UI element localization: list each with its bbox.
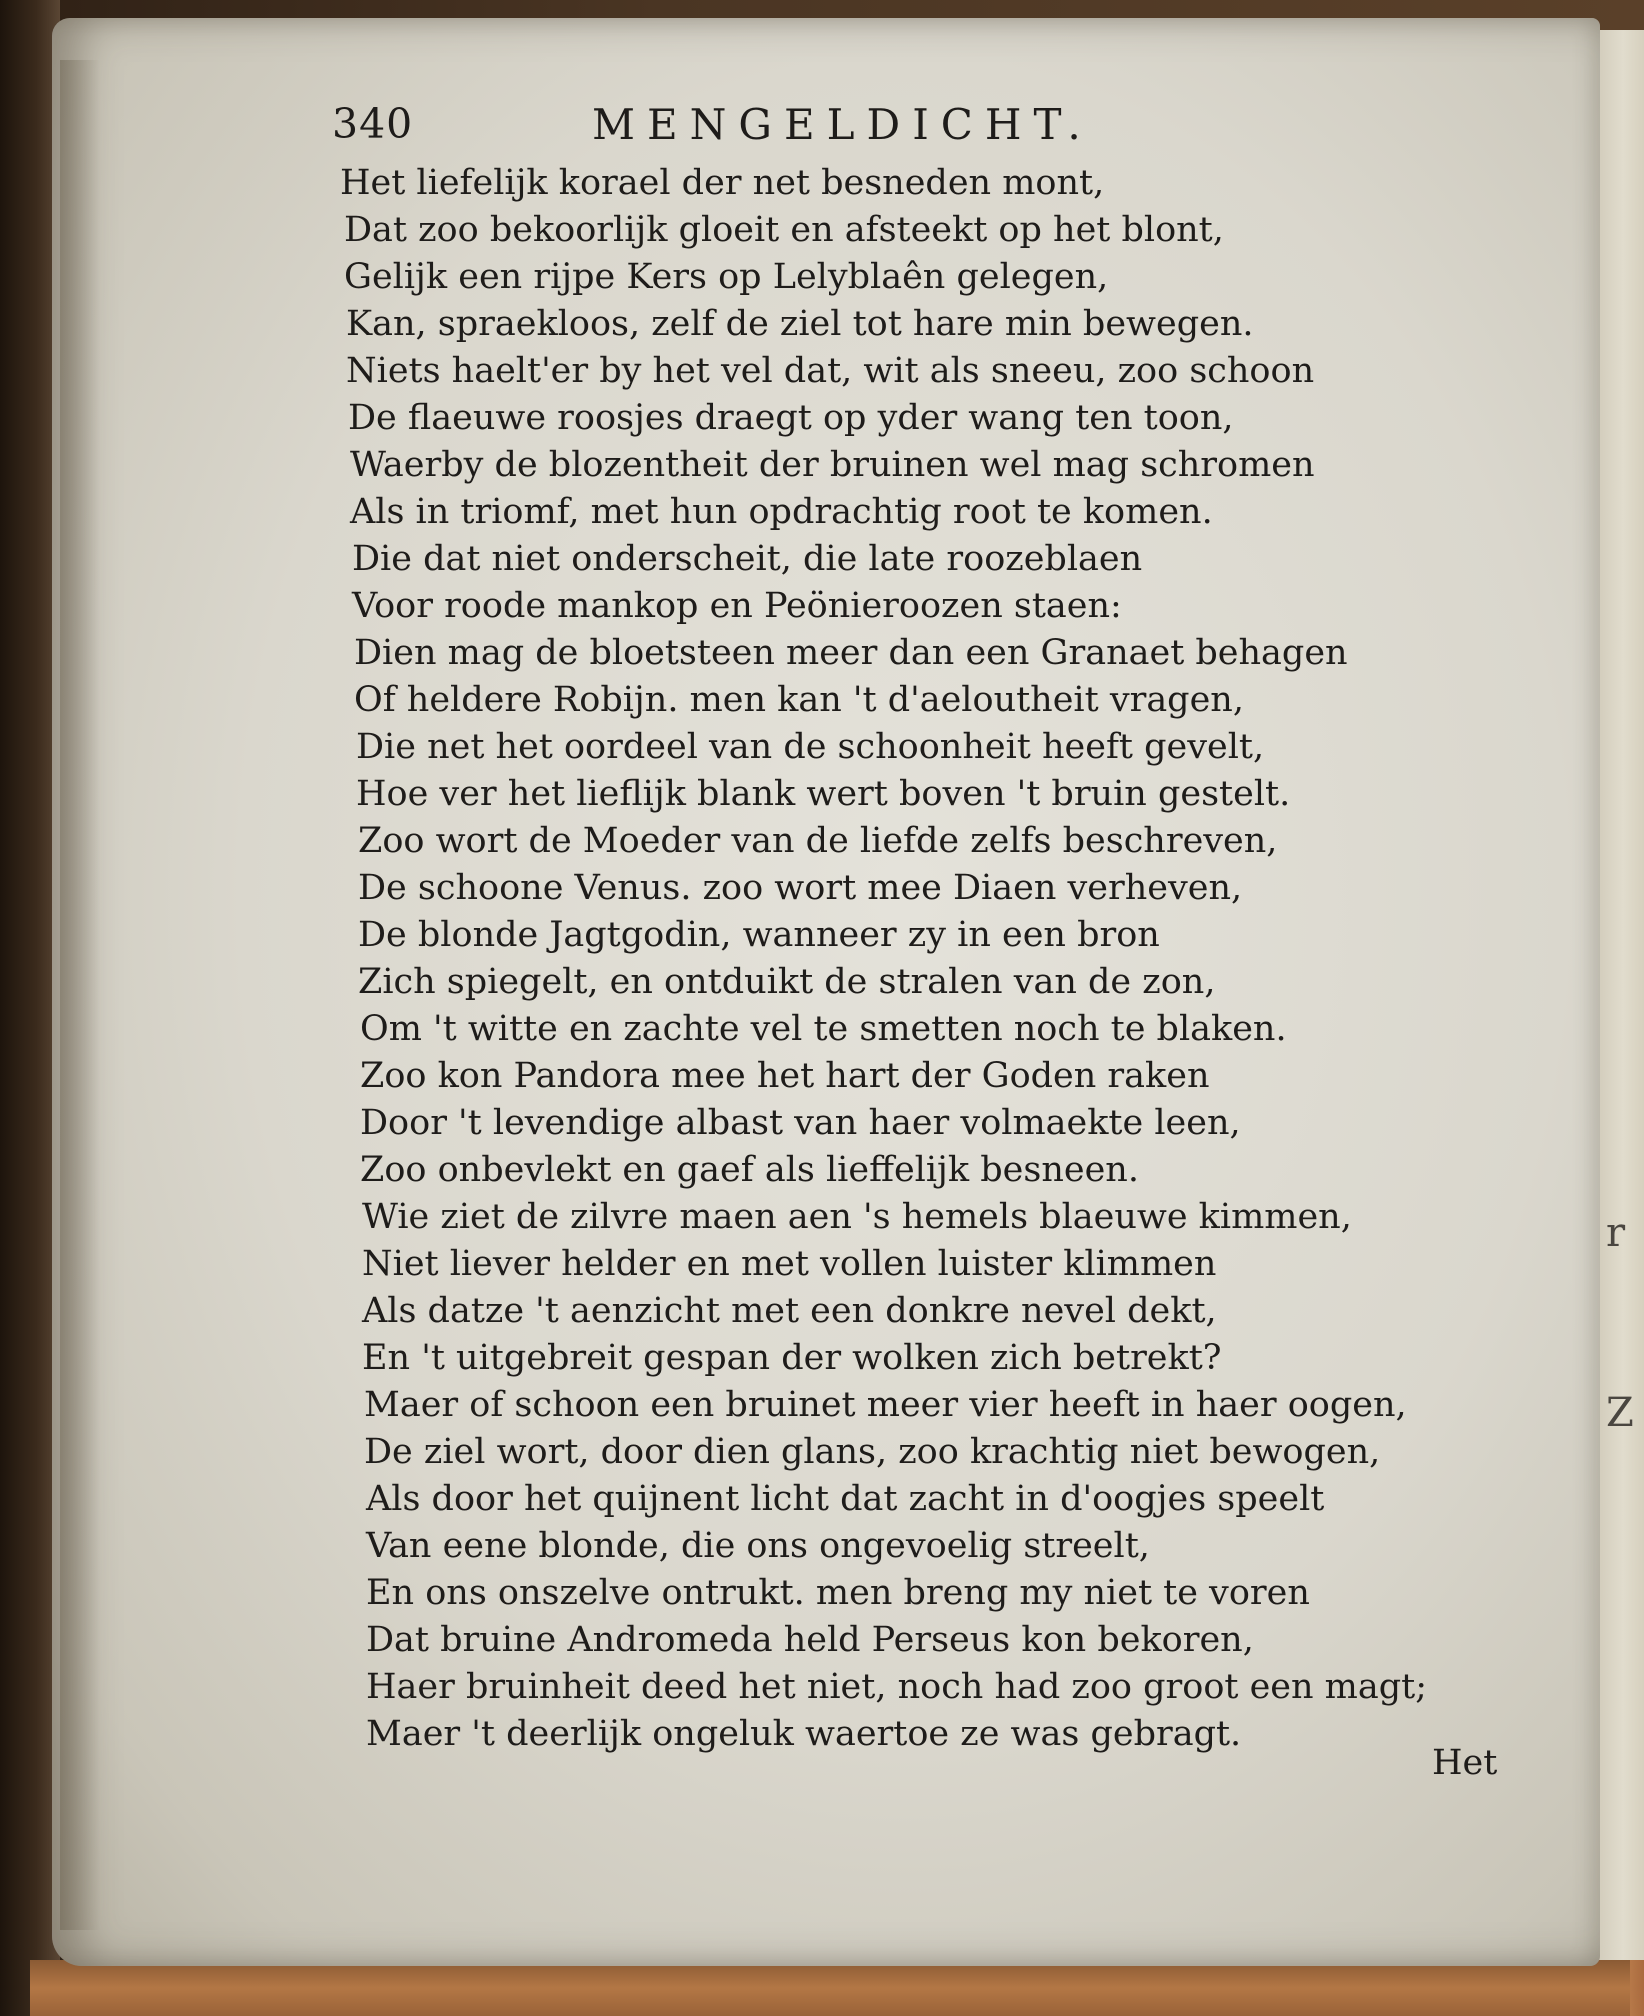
verse-line: Maer of schoon een bruinet meer vier heeft in haer oogen, [364, 1385, 1407, 1425]
verse-line: Zoo wort de Moeder van de liefde zelfs beschreven, [358, 821, 1278, 861]
verse-line: Maer 't deerlijk ongeluk waertoe ze was gebragt. [366, 1714, 1242, 1754]
verse-line: Van eene blonde, die ons ongevoelig streelt, [366, 1526, 1150, 1566]
opposite-page-mark: Z [1606, 1390, 1634, 1436]
verse-line: Het liefelijk korael der net besneden mont, [340, 163, 1105, 203]
page-number: 340 [332, 100, 414, 148]
verse-line: Die net het oordeel van de schoonheit heeft gevelt, [356, 727, 1265, 767]
verse-line: Niets haelt'er by het vel dat, wit als sneeu, zoo schoon [346, 351, 1315, 391]
verse-line: Dien mag de bloetsteen meer dan een Granaet behagen [354, 633, 1348, 673]
verse-line: En ons onszelve ontrukt. men breng my niet te voren [366, 1573, 1310, 1613]
verse-line: Zich spiegelt, en ontduikt de stralen van de zon, [358, 962, 1216, 1002]
running-head: MENGELDICHT. [592, 100, 1093, 149]
verse-line: Die dat niet onderscheit, die late roozeblaen [352, 539, 1143, 579]
verse-line: Zoo kon Pandora mee het hart der Goden raken [360, 1056, 1210, 1096]
verse-line: Door 't levendige albast van haer volmaekte leen, [360, 1103, 1241, 1143]
verse-line: De blonde Jagtgodin, wanneer zy in een bron [358, 915, 1160, 955]
verse-line: Haer bruinheit deed het niet, noch had zoo groot een magt; [366, 1667, 1427, 1707]
verse-line: Hoe ver het lieflijk blank wert boven 't bruin gestelt. [356, 774, 1291, 814]
verse-line: Als datze 't aenzicht met een donkre nevel dekt, [362, 1291, 1217, 1331]
verse-line: Kan, spraekloos, zelf de ziel tot hare min bewegen. [346, 304, 1254, 344]
verse-line: Dat zoo bekoorlijk gloeit en afsteekt op het blont, [344, 210, 1224, 250]
catchword: Het [1432, 1743, 1498, 1783]
verse-line: Dat bruine Andromeda held Perseus kon bekoren, [366, 1620, 1254, 1660]
verse-line: De schoone Venus. zoo wort mee Diaen verheven, [358, 868, 1243, 908]
verse-line: Niet liever helder en met vollen luister klimmen [362, 1244, 1217, 1284]
verse-line: De flaeuwe roosjes draegt op yder wang ten toon, [348, 398, 1234, 438]
verse-line: Om 't witte en zachte vel te smetten noch te blaken. [360, 1009, 1287, 1049]
verse-line: Waerby de blozentheit der bruinen wel mag schromen [350, 445, 1315, 485]
verse-line: Zoo onbevlekt en gaef als lieffelijk besneen. [360, 1150, 1139, 1190]
verse-line: En 't uitgebreit gespan der wolken zich betrekt? [362, 1338, 1222, 1378]
verse-line: Als in triomf, met hun opdrachtig root te komen. [350, 492, 1213, 532]
verse-line: Als door het quijnent licht dat zacht in d'oogjes speelt [366, 1479, 1325, 1519]
verse-line: Gelijk een rijpe Kers op Lelyblaên gelegen, [344, 257, 1109, 297]
verse-line: De ziel wort, door dien glans, zoo krachtig niet bewogen, [364, 1432, 1381, 1472]
verse-line: Wie ziet de zilvre maen aen 's hemels blaeuwe kimmen, [362, 1197, 1352, 1237]
opposite-page-mark: r [1606, 1210, 1626, 1256]
verse-line: Voor roode mankop en Peönieroozen staen: [352, 586, 1122, 626]
verse-line: Of heldere Robijn. men kan 't d'aeloutheit vragen, [354, 680, 1244, 720]
